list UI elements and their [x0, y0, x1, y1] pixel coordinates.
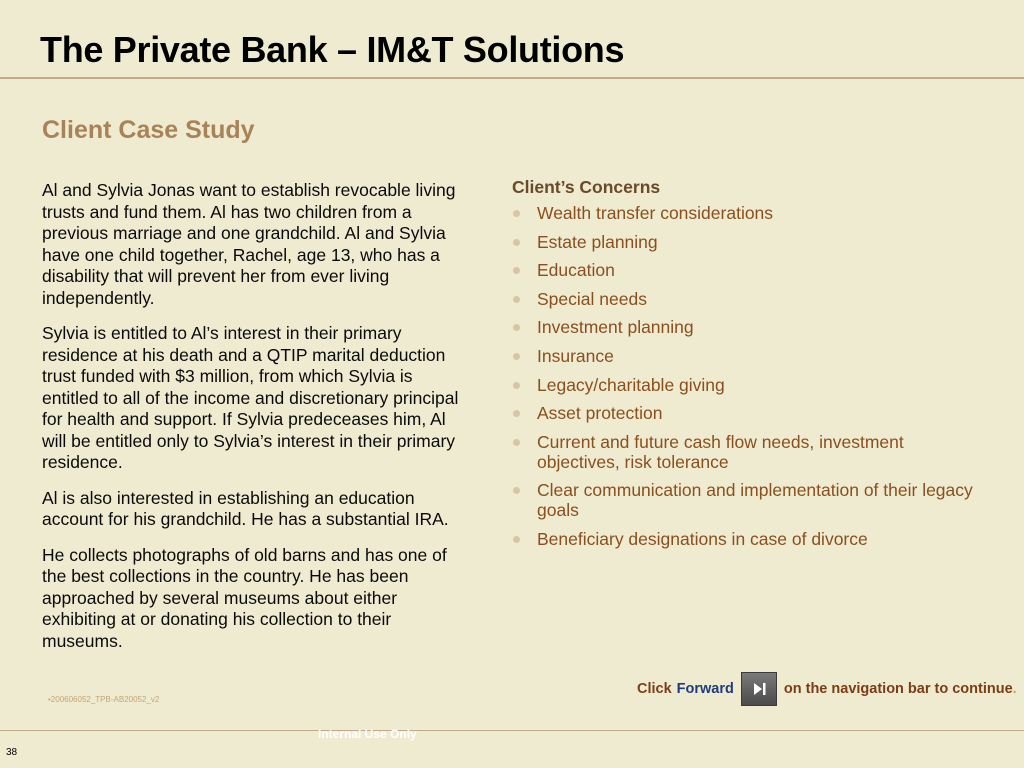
concern-item [512, 203, 982, 223]
concern-item [512, 375, 982, 395]
concern-item [512, 529, 982, 549]
concern-item-label: Beneficiary designations in case of divorce [537, 528, 868, 549]
bullet-icon [513, 353, 520, 360]
concern-item [512, 232, 982, 252]
concern-item [512, 480, 982, 520]
bullet-icon [513, 324, 520, 331]
concern-item-label: Current and future cash flow needs, investment objectives, risk tolerance [537, 431, 904, 472]
bullet-icon [513, 410, 520, 417]
case-study-text [42, 180, 462, 666]
continue-label: on the navigation bar to continue [783, 681, 1013, 697]
concern-item [512, 289, 982, 309]
concern-item-label: Insurance [537, 345, 614, 366]
concern-item [512, 260, 982, 280]
case-study-paragraph: Al is also interested in establishing an education account for his grandchild. He has a substantial IRA. [42, 487, 449, 529]
concern-item-label: Asset protection [537, 403, 663, 424]
concern-item-label: Estate planning [537, 231, 658, 252]
forward-button[interactable] [741, 672, 777, 706]
trailing-punctuation: . [1012, 681, 1017, 697]
bullet-icon [513, 487, 520, 494]
bullet-icon [513, 210, 520, 217]
concern-item-label: Special needs [537, 288, 647, 309]
bullet-icon [513, 439, 520, 446]
concern-item-label: Wealth transfer considerations [537, 203, 774, 223]
navigation-hint [637, 672, 1017, 706]
concern-item [512, 346, 982, 366]
internal-use-label: Internal Use Only [318, 727, 417, 741]
title-divider [0, 77, 1024, 79]
forward-label: Forward [676, 681, 734, 697]
concern-item-label: Clear communication and implementation of their legacy goals [537, 480, 973, 521]
skip-forward-icon [751, 681, 767, 697]
concern-item [512, 403, 982, 423]
concerns-list [512, 203, 982, 549]
page-number: 38 [6, 747, 18, 758]
case-study-paragraph: Sylvia is entitled to Al’s interest in their primary residence at his death and a QTIP marital deduction trust funded with $3 million, from which Sylvia is entitled to all of the income and discretionary principal for health and support. If Sylvia predeceases him, Al will be entitled only to Sylvia’s interest in their primary residence. [42, 323, 459, 472]
client-concerns [512, 176, 982, 558]
section-subtitle: Client Case Study [42, 116, 255, 144]
footer-divider [0, 730, 1024, 731]
concern-item [512, 432, 982, 472]
document-code: •200606052_TPB-AB20052_v2 [48, 695, 160, 704]
click-label: Click [637, 681, 672, 697]
bullet-icon [513, 296, 520, 303]
slide-title: The Private Bank – IM&T Solutions [40, 29, 625, 70]
bullet-icon [513, 536, 520, 543]
concern-item-label: Education [537, 260, 615, 281]
bullet-icon [513, 239, 520, 246]
concern-item-label: Legacy/charitable giving [537, 374, 725, 395]
bullet-icon [513, 382, 520, 389]
case-study-paragraph: He collects photographs of old barns and has one of the best collections in the country. He has been approached by several museums about either exhibiting at or donating his collection to their museums. [42, 544, 447, 651]
case-study-paragraph: Al and Sylvia Jonas want to establish revocable living trusts and fund them. Al has two children from a previous marriage and one grandchild. Al and Sylvia have one child together, Rachel, age 13, who has a disability that will prevent her from ever living independently. [42, 180, 456, 308]
concern-item-label: Investment planning [537, 317, 694, 338]
concern-item [512, 317, 982, 337]
bullet-icon [513, 267, 520, 274]
concerns-heading: Client’s Concerns [512, 177, 661, 197]
